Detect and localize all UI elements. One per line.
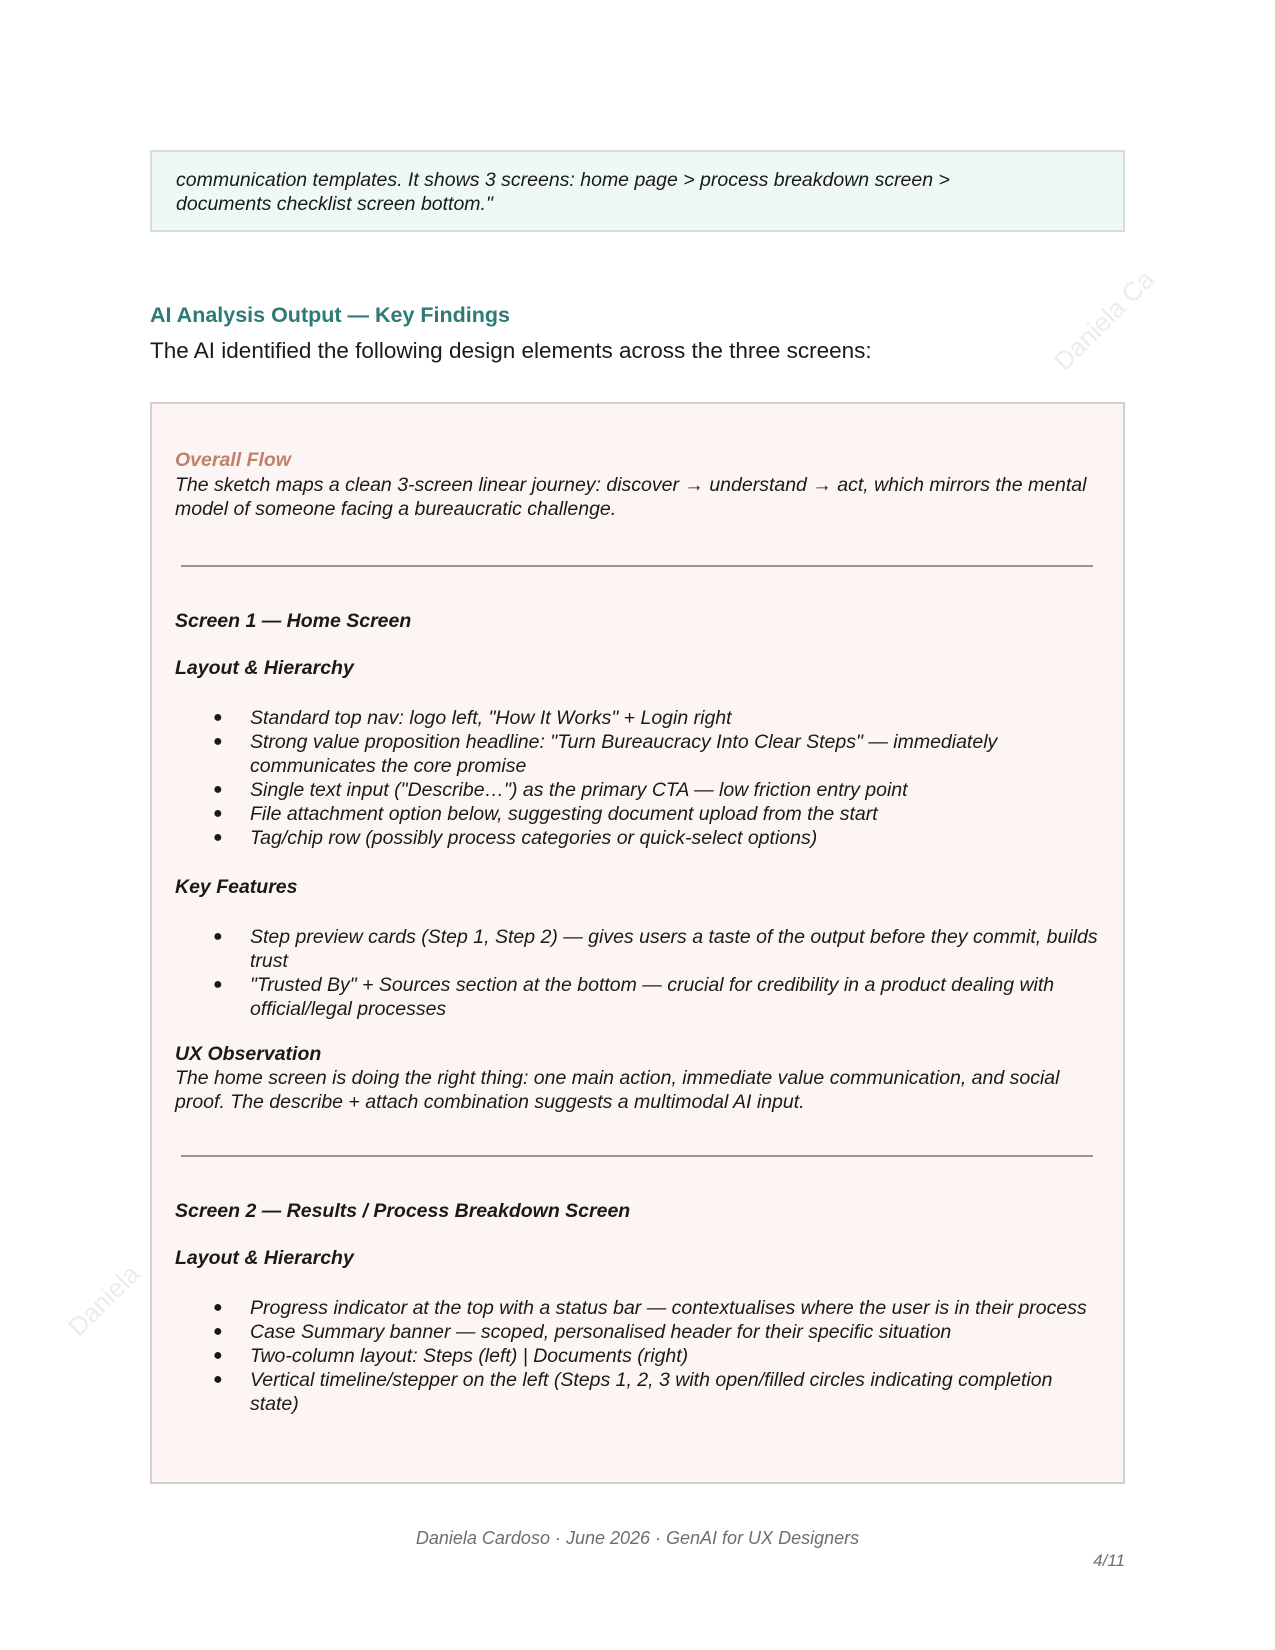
list-item: ● Two-column layout: Steps (left) | Documents (right) xyxy=(175,1344,1105,1368)
divider xyxy=(181,1155,1093,1157)
divider xyxy=(181,565,1093,567)
screen1-layout-list xyxy=(175,706,1105,850)
list-item: ● Case Summary banner — scoped, personalised header for their specific situation xyxy=(175,1320,1105,1344)
list-item: ● Step preview cards (Step 1, Step 2) — gives users a taste of the output before they commit, builds trust xyxy=(175,925,1105,973)
section-intro: The AI identified the following design elements across the three screens: xyxy=(150,338,872,363)
screen1-title: Screen 1 — Home Screen xyxy=(175,610,412,632)
section-title: AI Analysis Output — Key Findings xyxy=(150,303,510,327)
screen1-layout-heading: Layout & Hierarchy xyxy=(175,657,354,679)
overall-flow-text: The sketch maps a clean 3-screen linear journey: discover → understand → act, which mirrors the mental model of someone facing a bureaucratic challenge. xyxy=(175,474,1087,520)
list-item: ● Standard top nav: logo left, "How It Works" + Login right xyxy=(175,706,1105,730)
screen2-layout-heading: Layout & Hierarchy xyxy=(175,1247,354,1269)
ux-observation-heading: UX Observation xyxy=(175,1043,322,1065)
list-item: ● "Trusted By" + Sources section at the bottom — crucial for credibility in a product dealing with official/legal processes xyxy=(175,973,1105,1021)
screen2-layout-list xyxy=(175,1296,1105,1416)
list-item: ● Vertical timeline/stepper on the left (Steps 1, 2, 3 with open/filled circles indicating completion state) xyxy=(175,1368,1105,1416)
screen2-title: Screen 2 — Results / Process Breakdown Screen xyxy=(175,1200,631,1222)
prompt-quote-box xyxy=(150,150,1125,232)
page-footer: Daniela Cardoso · June 2026 · GenAI for UX Designers xyxy=(415,1528,860,1548)
list-item: ● Tag/chip row (possibly process categories or quick-select options) xyxy=(175,826,1105,850)
overall-flow-title: Overall Flow xyxy=(175,449,291,471)
list-item: ● Progress indicator at the top with a status bar — contextualises where the user is in their process xyxy=(175,1296,1105,1320)
list-item: ● Single text input ("Describe…") as the primary CTA — low friction entry point xyxy=(175,778,1105,802)
ux-observation-text: The home screen is doing the right thing: one main action, immediate value communication, and social proof. The describe + attach combination suggests a multimodal AI input. xyxy=(175,1067,1060,1113)
screen1-features-heading: Key Features xyxy=(175,876,298,898)
list-item: ● File attachment option below, suggesting document upload from the start xyxy=(175,802,1105,826)
screen1-features-list xyxy=(175,925,1105,1021)
watermark: Daniela Ca xyxy=(1047,264,1161,377)
list-item: ● Strong value proposition headline: "Turn Bureaucracy Into Clear Steps" — immediately communicates the core promise xyxy=(175,730,1105,778)
watermark: Daniela xyxy=(61,1258,146,1342)
quote-line: communication templates. It shows 3 screens: home page > process breakdown screen > xyxy=(176,169,950,191)
page-number: 4/11 xyxy=(1093,1551,1125,1570)
quote-line: documents checklist screen bottom." xyxy=(176,193,493,215)
